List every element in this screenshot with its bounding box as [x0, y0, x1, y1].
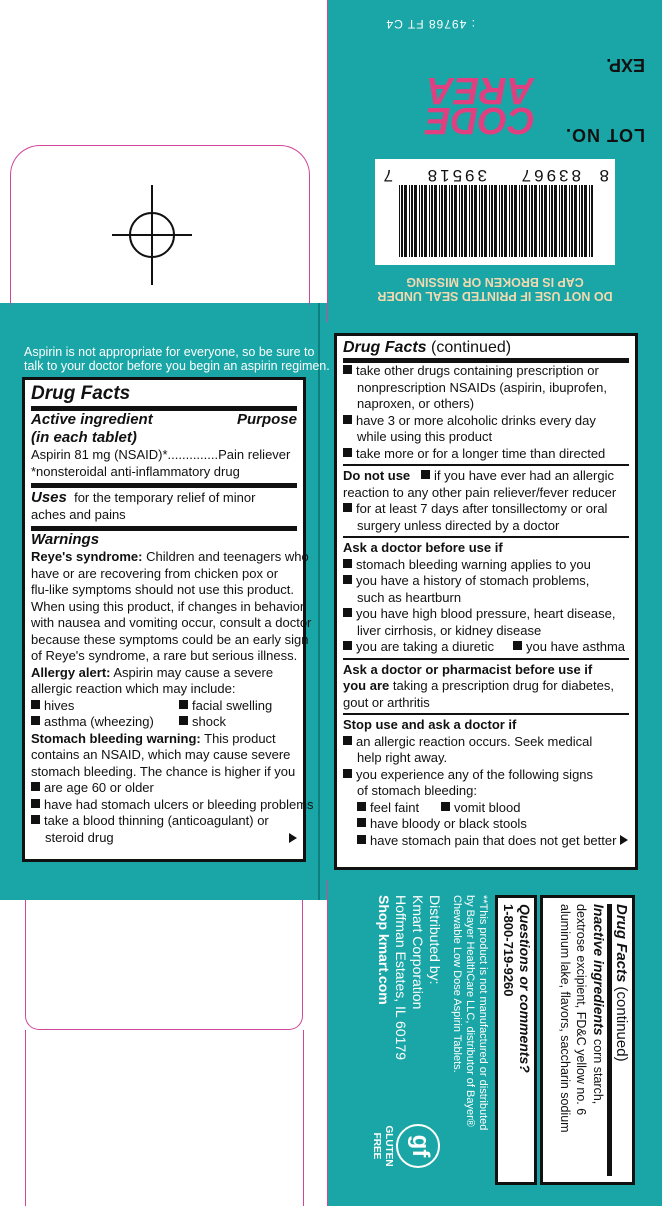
divider: [343, 658, 629, 660]
nsaid-note: *nonsteroidal anti-inflammatory drug: [31, 463, 240, 479]
list-item: take other drugs containing prescription or: [343, 363, 629, 380]
list-item: take more or for a longer time than directed: [343, 446, 629, 463]
lot-label: LOT NO.: [565, 125, 645, 145]
disclaimer: **This product is not manufactured or distributed by Bayer HealthCare LLC, distributor of Bayer® Chewable Low Dose Aspirin Tablets.: [451, 895, 489, 1131]
code-area-stamp: CODE AREA: [425, 69, 535, 141]
bottom-panel-content: [340, 895, 640, 1185]
cut-line: [327, 0, 328, 322]
drug-facts-title: Drug Facts: [31, 383, 131, 404]
active-heading: Active ingredient (in each tablet): [31, 411, 153, 446]
allergy-items: asthma (wheezing) shock: [31, 714, 297, 731]
list-item: feel faint vomit blood: [343, 800, 629, 817]
ingredient-line: Aspirin 81 mg (NSAID)*..............Pain reliever: [31, 447, 291, 462]
barcode-digit: 83967: [518, 166, 581, 185]
questions-heading: Questions or comments?: [517, 904, 533, 1073]
list-item: for at least 7 days after tonsillectomy or oral: [343, 501, 629, 518]
top-panel-content: [335, 8, 655, 313]
list-item: stomach bleeding warning applies to you: [343, 557, 629, 574]
do-not-use-heading: Do not use: [343, 468, 411, 483]
purpose-heading: Purpose: [236, 411, 297, 428]
barcode-digit: 8: [599, 166, 609, 185]
list-item: have bloody or black stools: [343, 816, 629, 833]
warnings-heading: Warnings: [31, 531, 100, 548]
drug-facts-middle: Drug Facts (continued) take other drugs containing prescription or nonprescription NSAIDs (aspirin, ibuprofen, naproxen, or others) have 3 or more alcoholic drinks every day while using this product take more or for a longer time than directed Do not use if you have ever had an allergic reaction to any other pain reliever/fever reducer for at least 7 days after tonsillectomy or oral surgery unless directed by a doctor Ask a doctor before use if stomach bleeding warning applies to you you have a history of stomach problems, such as heartburn you have high blood pressure, heart disease, liver cirrhosis, or kidney disease you are taking a diuretic you have asthma Ask a doctor or pharmacist before use if you are taking a prescription drug for diabetes, gout or arthritis Stop use and ask a doctor if an allergic reaction occurs. Seek medical help right away. you experience any of the following signs of stomach bleeding: feel faint vomit blood have bloody or black stools have stomach pain that does not get better: [334, 333, 638, 870]
list-item: you experience any of the following signs: [343, 767, 629, 784]
drug-facts-bottom: Drug Facts (continued) Inactive ingredients corn starch, dextrose excipient, FD&C yellow no. 6 aluminum lake, flavors, saccharin sodium: [540, 895, 635, 1185]
gluten-free-logo: gf GLUTEN FREE: [370, 1120, 440, 1172]
list-item: you have a history of stomach problems,: [343, 573, 629, 590]
barcode-bars: [397, 185, 593, 257]
barcode-digit: 39518: [424, 166, 487, 185]
list-item: have had stomach ulcers or bleeding problems: [31, 797, 297, 814]
inactive-heading: Inactive ingredients: [591, 904, 607, 1036]
barcode: [375, 159, 615, 265]
ask-pharmacist-heading: Ask a doctor or pharmacist before use if: [343, 661, 593, 677]
uses-heading: Uses: [31, 489, 67, 506]
divider: [343, 536, 629, 538]
list-item: you have high blood pressure, heart disease,: [343, 606, 629, 623]
registration-mark-icon: [112, 185, 192, 285]
continue-arrow-icon: [289, 833, 297, 843]
distributor: Distributed by: Kmart Corporation Hoffman Estates, IL 60179 Shop kmart.com: [376, 895, 443, 1060]
list-item: are age 60 or older: [31, 780, 297, 797]
list-item: you are taking a diuretic you have asthma: [343, 639, 629, 656]
panel-divider: [318, 303, 320, 900]
phone-number: 1-800-719-9260: [501, 904, 516, 997]
list-item: have 3 or more alcoholic drinks every day: [343, 413, 629, 430]
item-code: : 49768 FT C4: [385, 17, 475, 31]
cut-line: [327, 880, 328, 1206]
list-item: take a blood thinning (anticoagulant) or: [31, 813, 297, 830]
drug-facts-title: Drug Facts: [613, 904, 630, 983]
barcode-digit: 7: [383, 166, 393, 185]
cut-line: [25, 1030, 26, 1206]
divider: [343, 713, 629, 715]
bottom-panel-rotated: [345, 895, 635, 1185]
bottom-flap: [25, 900, 303, 1030]
list-item: have stomach pain that does not get better: [343, 833, 629, 850]
aspirin-intro: Aspirin is not appropriate for everyone, so be sure to talk to your doctor before you begin an aspirin regimen.: [24, 345, 330, 373]
ask-doctor-heading: Ask a doctor before use if: [343, 540, 503, 555]
stop-use-heading: Stop use and ask a doctor if: [343, 717, 517, 732]
gf-icon: gf: [396, 1124, 440, 1168]
do-not-use-warning: DO NOT USE IF PRINTED SEAL UNDER CAP IS BROKEN OR MISSING: [377, 275, 613, 303]
continue-arrow-icon: [620, 835, 628, 845]
questions-box: [495, 895, 537, 1185]
divider: [343, 464, 629, 466]
list-item-cont: steroid drug: [31, 830, 297, 847]
shop-link[interactable]: Shop kmart.com: [376, 895, 392, 1005]
drug-facts-left: [22, 377, 314, 862]
allergy-items: hives facial swelling: [31, 698, 297, 715]
cut-line: [303, 1030, 304, 1206]
list-item: an allergic reaction occurs. Seek medical: [343, 734, 629, 751]
warnings-section: Warnings Reye's syndrome: Children and teenagers who have or are recovering from chicken pox or flu-like symptoms should not use this product. When using this product, if changes in behavior with nausea and vomiting occur, consult a doctor because these symptoms could be an early sign of Reye's syndrome, a rare but serious illness. Allergy alert: Aspirin may cause a severe allergic reaction which may include: hives facial swelling asthma (wheezing) shock Stomach bleeding warning: This product contains an NSAID, which may cause severe stomach bleeding. The chance is higher if you are age 60 or older have had stomach ulcers or bleeding problems take a blood thinning (anticoagulant) or steroid drug: [31, 531, 314, 845]
drug-facts-title: Drug Facts: [343, 339, 427, 356]
uses-section: Uses for the temporary relief of minor aches and pains: [31, 489, 256, 522]
active-ingredient-section: [31, 411, 297, 480]
exp-label: EXP.: [606, 55, 645, 75]
